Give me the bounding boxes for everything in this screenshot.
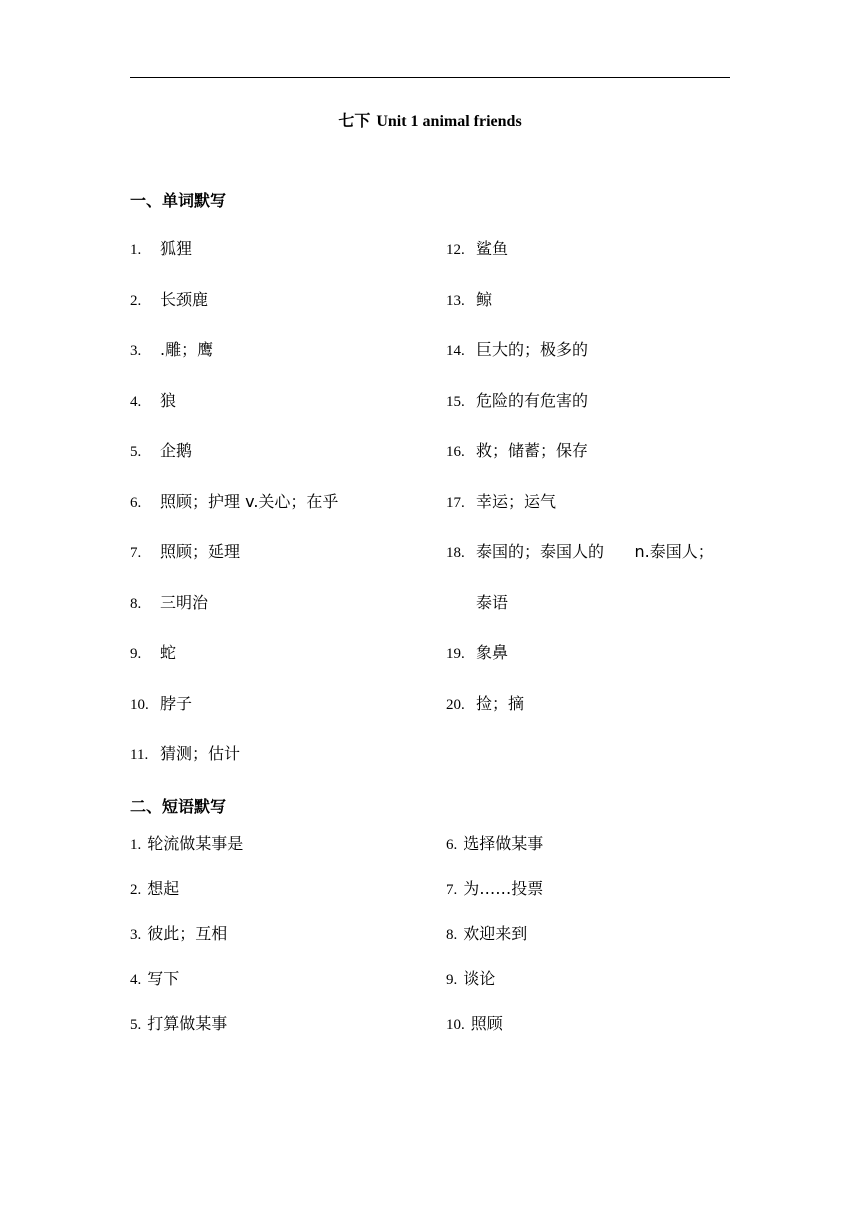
list-item: 4. 写下 — [130, 969, 180, 988]
list-item: 17. 幸运；运气 — [446, 492, 557, 511]
list-item: 9. 蛇 — [130, 643, 177, 662]
page-title — [0, 108, 860, 131]
list-item: 5. 打算做某事 — [130, 1014, 228, 1033]
list-item: 10. 脖子 — [130, 694, 193, 713]
list-item-continuation: 泰语 — [476, 593, 509, 612]
list-item: 8. 欢迎来到 — [446, 924, 528, 943]
list-item: 8. 三明治 — [130, 593, 209, 612]
list-item: 5. 企鹅 — [130, 441, 193, 460]
list-item: 3. 彼此；互相 — [130, 924, 228, 943]
list-item: 7. 为……投票 — [446, 879, 544, 898]
list-item: 9. 谈论 — [446, 969, 496, 988]
list-item: 4. 狼 — [130, 391, 177, 410]
list-item: 1. 狐狸 — [130, 239, 193, 258]
list-item: 15. 危险的有危害的 — [446, 391, 589, 410]
list-item: 14. 巨大的；极多的 — [446, 340, 589, 359]
list-item: 13. 鲸 — [446, 290, 493, 309]
list-item: 11. 猜测；估计 — [130, 744, 241, 763]
title-english: Unit 1 animal friends — [376, 113, 522, 130]
list-item: 18. 泰国的；泰国人的 n.泰国人； — [446, 542, 714, 561]
list-item: 7. 照顾；延理 — [130, 542, 241, 561]
title-chinese: 七下 — [338, 111, 371, 130]
list-item: 16. 救；储蓄；保存 — [446, 441, 589, 460]
section-heading-vocabulary: 一、单词默写 — [130, 191, 227, 210]
list-item: 2. 长颈鹿 — [130, 290, 209, 309]
header-rule — [130, 77, 730, 78]
list-item: 6. 选择做某事 — [446, 834, 544, 853]
list-item: 20. 捡；摘 — [446, 694, 525, 713]
list-item: 2. 想起 — [130, 879, 180, 898]
section-heading-phrases: 二、短语默写 — [130, 797, 227, 816]
list-item: 12. 鲨鱼 — [446, 239, 509, 258]
list-item: 19. 象鼻 — [446, 643, 509, 662]
list-item: 6. 照顾；护理 v.关心；在乎 — [130, 492, 339, 511]
list-item: 1. 轮流做某事是 — [130, 834, 244, 853]
list-item: 3. .雕；鹰 — [130, 340, 214, 359]
list-item: 10. 照顾 — [446, 1014, 503, 1033]
